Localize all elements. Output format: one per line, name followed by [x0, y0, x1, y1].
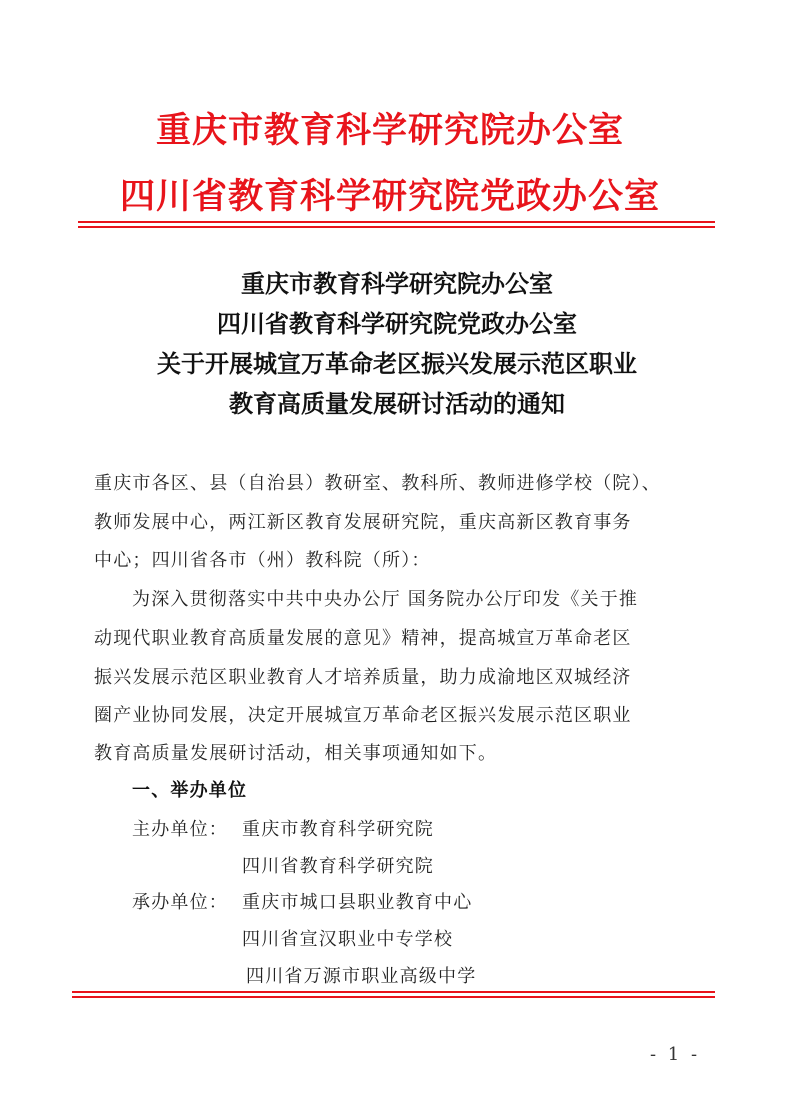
red-header-line-1: 重庆市教育科学研究院办公室 [155, 110, 624, 151]
host-unit-2: 四川省教育科学研究院 [242, 856, 434, 877]
page-number: - 1 - [649, 1044, 701, 1065]
red-header-line-2: 四川省教育科学研究院党政办公室 [119, 176, 660, 217]
intro-line-1: 为深入贯彻落实中共中央办公厅 国务院办公厅印发《关于推 [132, 589, 639, 610]
footer-divider-thick [72, 996, 715, 998]
intro-line-2: 动现代职业教育高质量发展的意见》精神，提高城宣万革命老区 [94, 628, 632, 649]
organizer-unit-2: 四川省宣汉职业中专学校 [242, 929, 454, 950]
intro-line-3: 振兴发展示范区职业教育人才培养质量，助力成渝地区双城经济 [94, 667, 632, 688]
header-divider-thin [78, 221, 715, 223]
addressee-line-3: 中心；四川省各市（州）教科院（所）： [94, 550, 431, 571]
host-unit-1: 重庆市教育科学研究院 [242, 819, 434, 840]
organizer-unit-3: 四川省万源市职业高级中学 [246, 966, 477, 987]
host-label: 主办单位： [132, 819, 228, 840]
intro-line-4: 圈产业协同发展，决定开展城宣万革命老区振兴发展示范区职业 [94, 705, 632, 726]
addressee-line-2: 教师发展中心，两江新区教育发展研究院，重庆高新区教育事务 [94, 512, 632, 533]
organizer-unit-1: 重庆市城口县职业教育中心 [242, 892, 473, 913]
document-title-line-1: 重庆市教育科学研究院办公室 [241, 269, 553, 298]
footer-divider-thin [72, 991, 715, 993]
document-title-line-3: 关于开展城宣万革命老区振兴发展示范区职业 [157, 349, 637, 378]
document-title-line-4: 教育高质量发展研讨活动的通知 [229, 389, 565, 418]
intro-line-5: 教育高质量发展研讨活动，相关事项通知如下。 [94, 743, 498, 764]
organizer-label: 承办单位： [132, 892, 228, 913]
document-title-line-2: 四川省教育科学研究院党政办公室 [217, 309, 577, 338]
header-divider-thick [78, 226, 715, 228]
section-heading-hosts: 一、举办单位 [132, 780, 248, 801]
addressee-line-1: 重庆市各区、县（自治县）教研室、教科所、教师进修学校（院）、 [94, 473, 661, 494]
